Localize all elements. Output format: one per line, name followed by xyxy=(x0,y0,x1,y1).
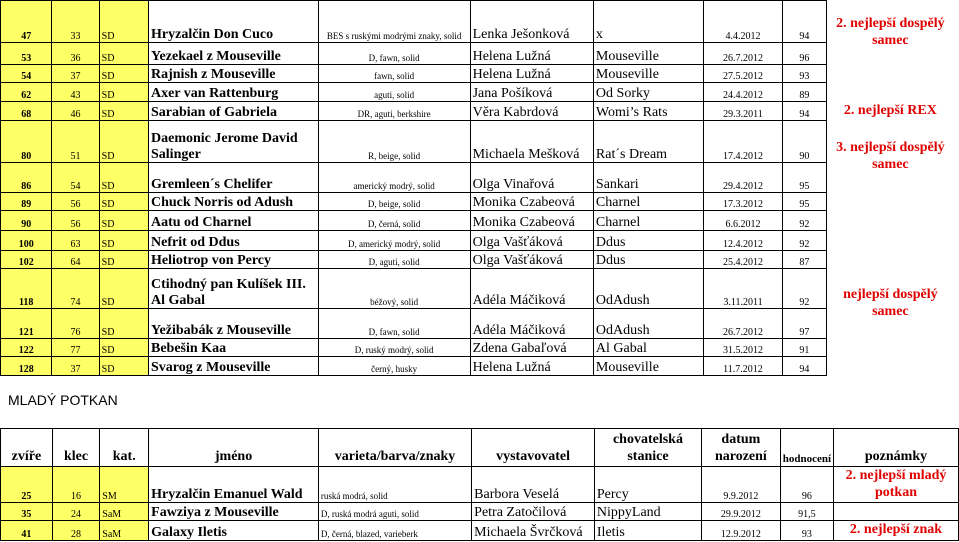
cell-varieta: americký modrý, solid xyxy=(318,163,470,193)
table-row xyxy=(1,231,959,251)
cell-varieta: ruská modrá, solid xyxy=(318,467,471,503)
young-table xyxy=(0,428,959,541)
cell-kat: SD xyxy=(99,163,148,193)
cell-datum: 26.7.2012 xyxy=(704,309,783,339)
cell-zvire: 121 xyxy=(1,309,52,339)
cell-vystavovatel: Monika Czabeová xyxy=(470,193,593,211)
cell-kat: SD xyxy=(99,43,148,65)
header-row xyxy=(1,429,959,467)
cell-kat: SD xyxy=(99,121,148,163)
cell-klec: 43 xyxy=(52,83,99,102)
cell-vystavovatel: Helena Lužná xyxy=(470,65,593,83)
cell-kat: SD xyxy=(99,357,148,376)
cell-stanice: Ddus xyxy=(593,251,703,269)
cell-stanice: Womi’s Rats xyxy=(593,102,703,121)
table-row xyxy=(1,269,959,309)
cell-zvire: 128 xyxy=(1,357,52,376)
cell-stanice: Sankari xyxy=(593,163,703,193)
cell-hodnoceni: 93 xyxy=(783,65,827,83)
cell-varieta: D, ruská modrá aguti, solid xyxy=(318,503,471,521)
cell-datum: 17.3.2012 xyxy=(704,193,783,211)
cell-kat: SD xyxy=(99,1,148,43)
cell-vystavovatel: Barbora Veselá xyxy=(472,467,595,503)
cell-varieta: D, ruský modrý, solid xyxy=(318,339,470,357)
cell-klec: 77 xyxy=(52,339,99,357)
cell-varieta: D, fawn, solid xyxy=(318,309,470,339)
cell-zvire: 35 xyxy=(1,503,53,521)
cell-klec: 51 xyxy=(52,121,99,163)
cell-kat: SD xyxy=(99,269,148,309)
cell-varieta: béžový, solid xyxy=(318,269,470,309)
cell-datum: 29.4.2012 xyxy=(704,163,783,193)
award-empty xyxy=(826,211,954,231)
cell-varieta: R, beige, solid xyxy=(318,121,470,163)
column-header: kat. xyxy=(100,429,149,467)
cell-klec: 37 xyxy=(52,65,99,83)
cell-hodnoceni: 94 xyxy=(783,357,827,376)
cell-zvire: 89 xyxy=(1,193,52,211)
cell-hodnoceni: 91 xyxy=(783,339,827,357)
cell-jmeno: Bebešin Kaa xyxy=(149,339,319,357)
table-row xyxy=(1,1,959,43)
section-title: MLADÝ POTKAN xyxy=(8,392,118,408)
cell-jmeno: Fawziya z Mouseville xyxy=(149,503,319,521)
award-empty xyxy=(826,251,954,269)
cell-varieta: BES s ruskými modrými znaky, solid xyxy=(318,1,470,43)
cell-vystavovatel: Olga Vinařová xyxy=(470,163,593,193)
cell-datum: 4.4.2012 xyxy=(704,1,783,43)
cell-varieta: D, aguti, solid xyxy=(318,251,470,269)
cell-zvire: 86 xyxy=(1,163,52,193)
cell-hodnoceni: 87 xyxy=(783,251,827,269)
cell-hodnoceni: 94 xyxy=(783,102,827,121)
cell-jmeno: Hryzalčin Emanuel Wald xyxy=(149,467,319,503)
column-header: hodnocení xyxy=(780,429,833,467)
cell-datum: 6.6.2012 xyxy=(704,211,783,231)
cell-jmeno: Yezekael z Mouseville xyxy=(149,43,319,65)
table-row xyxy=(1,467,959,503)
cell-jmeno: Gremleen´s Chelifer xyxy=(149,163,319,193)
award-note: 3. nejlepší dospělý samec xyxy=(836,140,945,172)
cell-vystavovatel: Adéla Máčiková xyxy=(470,269,593,309)
cell-zvire: 47 xyxy=(1,1,52,43)
table-row xyxy=(1,65,959,83)
cell-klec: 28 xyxy=(52,521,100,541)
cell-poznamky: 2. nejlepší znak xyxy=(834,521,959,541)
cell-jmeno: Aatu od Charnel xyxy=(149,211,319,231)
column-header: datum narození xyxy=(702,429,781,467)
cell-zvire: 53 xyxy=(1,43,52,65)
cell-varieta: D, fawn, solid xyxy=(318,43,470,65)
cell-kat: SD xyxy=(99,193,148,211)
cell-kat: SD xyxy=(99,309,148,339)
cell-hodnoceni: 91,5 xyxy=(780,503,833,521)
cell-poznamky xyxy=(834,503,959,521)
cell-zvire: 80 xyxy=(1,121,52,163)
cell-datum: 12.4.2012 xyxy=(704,231,783,251)
cell-jmeno: Heliotrop von Percy xyxy=(149,251,319,269)
cell-zvire: 102 xyxy=(1,251,52,269)
cell-zvire: 118 xyxy=(1,269,52,309)
cell-datum: 26.7.2012 xyxy=(704,43,783,65)
cell-vystavovatel: Petra Zatočilová xyxy=(472,503,595,521)
cell-zvire: 122 xyxy=(1,339,52,357)
cell-hodnoceni: 96 xyxy=(783,43,827,65)
cell-hodnoceni: 94 xyxy=(783,1,827,43)
table-row xyxy=(1,521,959,541)
cell-zvire: 100 xyxy=(1,231,52,251)
award-empty xyxy=(826,357,954,376)
table-row xyxy=(1,357,959,376)
cell-poznamky: 2. nejlepší mladý potkan xyxy=(834,467,959,503)
cell-vystavovatel: Michaela Švrčková xyxy=(472,521,595,541)
cell-klec: 33 xyxy=(52,1,99,43)
cell-jmeno: Daemonic Jerome David Salinger xyxy=(149,121,319,163)
cell-klec: 24 xyxy=(52,503,100,521)
cell-stanice: OdAdush xyxy=(593,309,703,339)
cell-hodnoceni: 92 xyxy=(783,269,827,309)
cell-klec: 16 xyxy=(52,467,100,503)
cell-varieta: černý, husky xyxy=(318,357,470,376)
column-header: poznámky xyxy=(834,429,959,467)
table-row xyxy=(1,211,959,231)
table-row xyxy=(1,251,959,269)
cell-stanice: Rat´s Dream xyxy=(593,121,703,163)
cell-stanice: OdAdush xyxy=(593,269,703,309)
cell-klec: 63 xyxy=(52,231,99,251)
cell-hodnoceni: 97 xyxy=(783,309,827,339)
cell-varieta: D, beige, solid xyxy=(318,193,470,211)
cell-jmeno: Yežibabák z Mouseville xyxy=(149,309,319,339)
cell-kat: SaM xyxy=(100,503,149,521)
cell-jmeno: Chuck Norris od Adush xyxy=(149,193,319,211)
cell-jmeno: Galaxy Iletis xyxy=(149,521,319,541)
cell-kat: SM xyxy=(100,467,149,503)
cell-stanice: Mouseville xyxy=(593,65,703,83)
column-header: varieta/barva/znaky xyxy=(318,429,471,467)
cell-hodnoceni: 89 xyxy=(783,83,827,102)
cell-stanice: Mouseville xyxy=(593,357,703,376)
cell-vystavovatel: Zdena Gabaľová xyxy=(470,339,593,357)
cell-klec: 46 xyxy=(52,102,99,121)
young-table-body xyxy=(1,429,959,541)
cell-datum: 27.5.2012 xyxy=(704,65,783,83)
cell-datum: 24.4.2012 xyxy=(704,83,783,102)
cell-vystavovatel: Monika Czabeová xyxy=(470,211,593,231)
cell-varieta: D, americký modrý, solid xyxy=(318,231,470,251)
cell-vystavovatel: Olga Vašťáková xyxy=(470,231,593,251)
cell-klec: 74 xyxy=(52,269,99,309)
cell-varieta: D, černá, solid xyxy=(318,211,470,231)
cell-varieta: DR, aguti, berkshire xyxy=(318,102,470,121)
table-row xyxy=(1,163,959,193)
cell-stanice: NippyLand xyxy=(594,503,701,521)
award-note: 2. nejlepší dospělý samec xyxy=(836,16,945,48)
table-row xyxy=(1,121,959,163)
cell-klec: 36 xyxy=(52,43,99,65)
column-header: chovatelská stanice xyxy=(594,429,701,467)
cell-stanice: Al Gabal xyxy=(593,339,703,357)
cell-hodnoceni: 93 xyxy=(780,521,833,541)
table-row xyxy=(1,43,959,65)
cell-kat: SD xyxy=(99,251,148,269)
cell-klec: 64 xyxy=(52,251,99,269)
cell-kat: SD xyxy=(99,339,148,357)
column-header: klec xyxy=(52,429,100,467)
cell-jmeno: Ctihodný pan Kulíšek III. Al Gabal xyxy=(149,269,319,309)
cell-stanice: Od Sorky xyxy=(593,83,703,102)
column-header: jméno xyxy=(149,429,319,467)
cell-stanice: Charnel xyxy=(593,211,703,231)
cell-datum: 25.4.2012 xyxy=(704,251,783,269)
cell-jmeno: Svarog z Mouseville xyxy=(149,357,319,376)
award-empty xyxy=(826,231,954,251)
table-row xyxy=(1,503,959,521)
cell-zvire: 54 xyxy=(1,65,52,83)
cell-klec: 54 xyxy=(52,163,99,193)
cell-klec: 37 xyxy=(52,357,99,376)
cell-jmeno: Axer van Rattenburg xyxy=(149,83,319,102)
table-row xyxy=(1,83,959,102)
cell-kat: SD xyxy=(99,231,148,251)
cell-datum: 3.11.2011 xyxy=(704,269,783,309)
cell-hodnoceni: 96 xyxy=(780,467,833,503)
cell-jmeno: Sarabian of Gabriela xyxy=(149,102,319,121)
cell-vystavovatel: Olga Vašťáková xyxy=(470,251,593,269)
cell-datum: 29.9.2012 xyxy=(702,503,781,521)
cell-hodnoceni: 95 xyxy=(783,163,827,193)
table-row xyxy=(1,193,959,211)
cell-vystavovatel: Helena Lužná xyxy=(470,43,593,65)
cell-datum: 9.9.2012 xyxy=(702,467,781,503)
cell-kat: SD xyxy=(99,102,148,121)
cell-zvire: 41 xyxy=(1,521,53,541)
cell-klec: 56 xyxy=(52,211,99,231)
cell-vystavovatel: Jana Pošíková xyxy=(470,83,593,102)
award-note: nejlepší dospělý samec xyxy=(843,287,938,319)
cell-stanice: Mouseville xyxy=(593,43,703,65)
table-row xyxy=(1,339,959,357)
cell-klec: 56 xyxy=(52,193,99,211)
cell-jmeno: Nefrit od Ddus xyxy=(149,231,319,251)
cell-stanice: Percy xyxy=(594,467,701,503)
cell-hodnoceni: 90 xyxy=(783,121,827,163)
cell-vystavovatel: Lenka Ješonková xyxy=(470,1,593,43)
cell-stanice: Ddus xyxy=(593,231,703,251)
cell-zvire: 90 xyxy=(1,211,52,231)
cell-vystavovatel: Věra Kabrdová xyxy=(470,102,593,121)
award-note: 2. nejlepší REX xyxy=(843,102,937,118)
cell-hodnoceni: 92 xyxy=(783,231,827,251)
cell-vystavovatel: Helena Lužná xyxy=(470,357,593,376)
table-row xyxy=(1,309,959,339)
cell-stanice: Charnel xyxy=(593,193,703,211)
cell-datum: 17.4.2012 xyxy=(704,121,783,163)
cell-klec: 76 xyxy=(52,309,99,339)
cell-kat: SD xyxy=(99,65,148,83)
cell-zvire: 25 xyxy=(1,467,53,503)
cell-datum: 12.9.2012 xyxy=(702,521,781,541)
cell-hodnoceni: 95 xyxy=(783,193,827,211)
cell-varieta: aguti, solid xyxy=(318,83,470,102)
cell-stanice: x xyxy=(593,1,703,43)
cell-kat: SD xyxy=(99,211,148,231)
cell-vystavovatel: Adéla Máčiková xyxy=(470,309,593,339)
column-header: zvíře xyxy=(1,429,53,467)
cell-datum: 11.7.2012 xyxy=(704,357,783,376)
cell-stanice: Iletis xyxy=(594,521,701,541)
table-row xyxy=(1,102,959,121)
award-empty xyxy=(954,43,959,65)
cell-varieta: D, černá, blazed, varieberk xyxy=(318,521,471,541)
cell-kat: SaM xyxy=(100,521,149,541)
cell-zvire: 62 xyxy=(1,83,52,102)
cell-kat: SD xyxy=(99,83,148,102)
award-empty xyxy=(826,83,954,102)
cell-varieta: fawn, solid xyxy=(318,65,470,83)
cell-jmeno: Rajnish z Mouseville xyxy=(149,65,319,83)
adult-table-body xyxy=(1,1,959,376)
cell-datum: 31.5.2012 xyxy=(704,339,783,357)
column-header: vystavovatel xyxy=(472,429,595,467)
cell-zvire: 68 xyxy=(1,102,52,121)
cell-hodnoceni: 92 xyxy=(783,211,827,231)
cell-vystavovatel: Michaela Mešková xyxy=(470,121,593,163)
cell-jmeno: Hryzalčin Don Cuco xyxy=(149,1,319,43)
cell-datum: 29.3.2011 xyxy=(704,102,783,121)
